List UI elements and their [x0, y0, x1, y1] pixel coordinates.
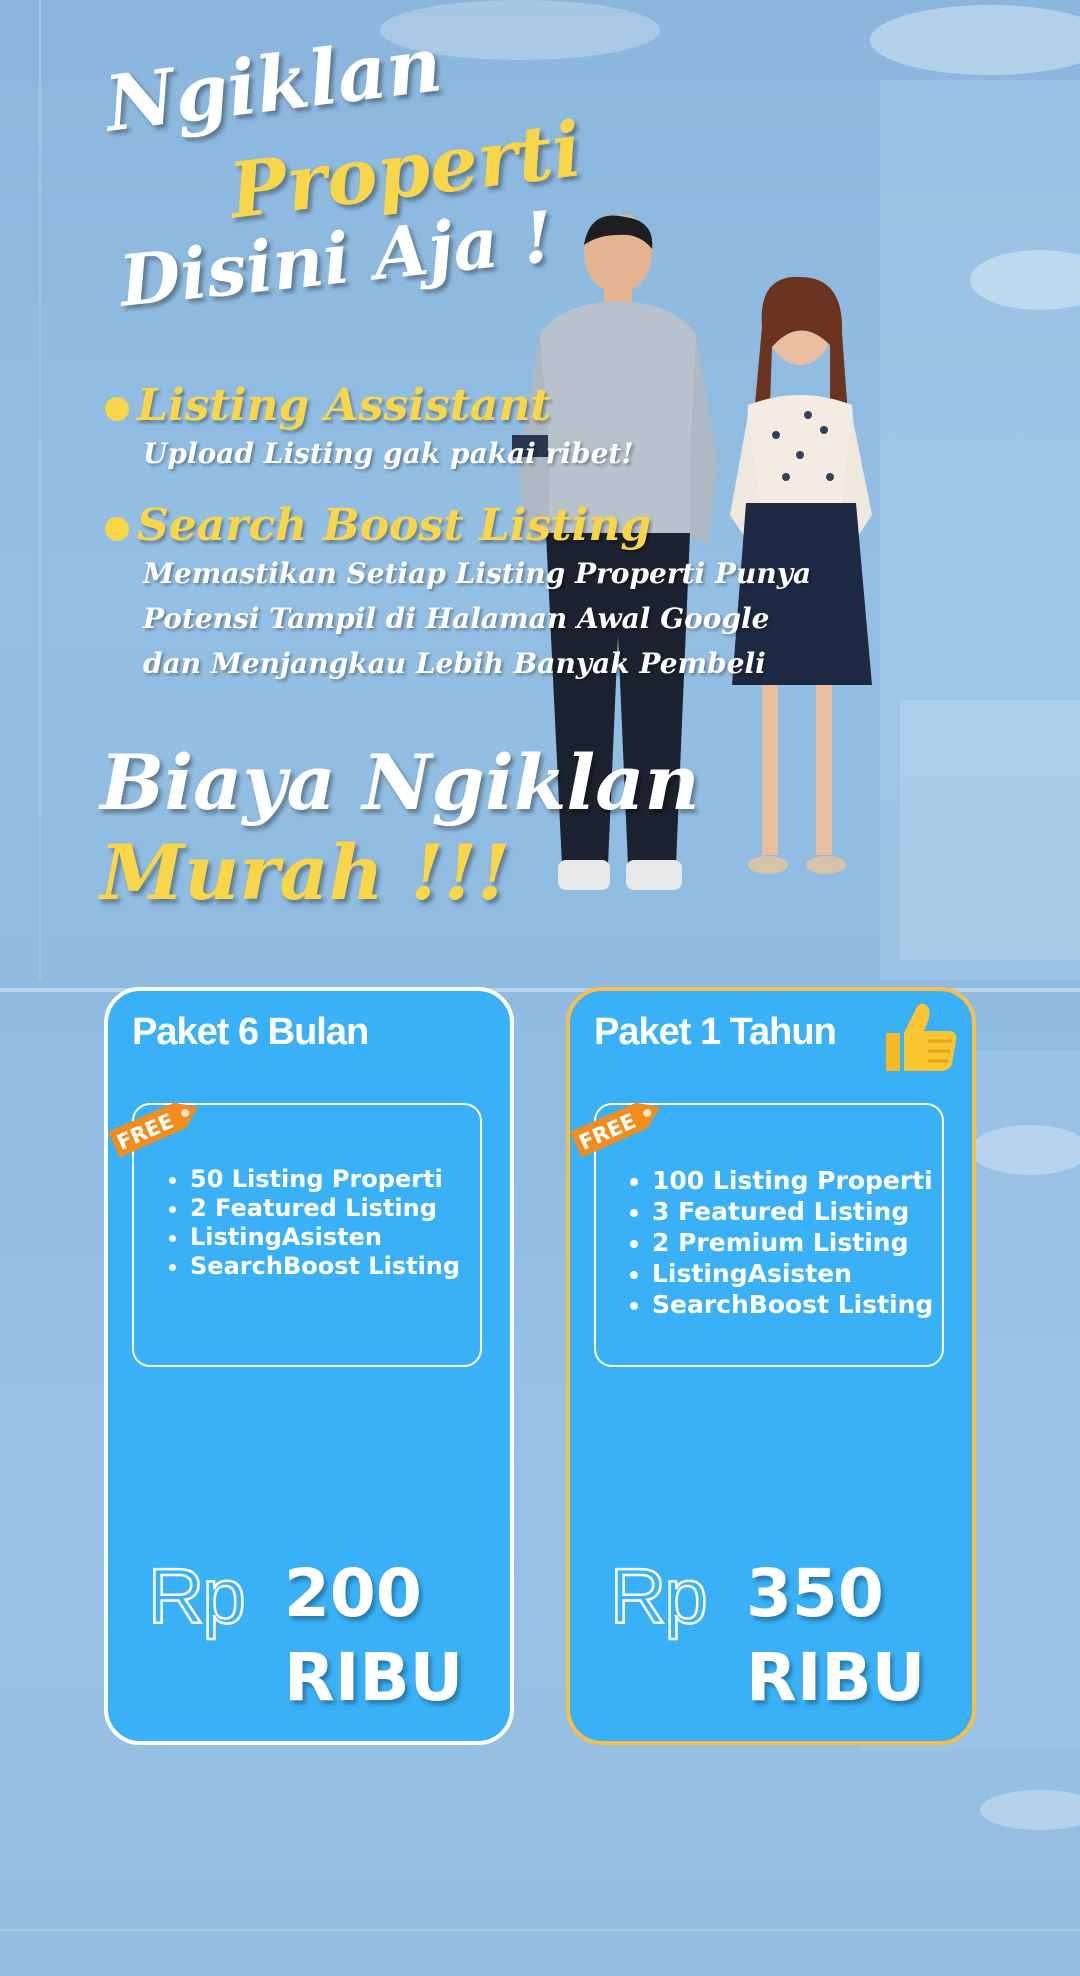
list-item: • ListingAsisten [652, 1258, 942, 1289]
price-prefix: Rp [610, 1552, 706, 1640]
headline-line-1: Ngiklan [100, 19, 447, 149]
feature-search-boost [105, 500, 811, 686]
free-badge-label: FREE [575, 1108, 640, 1155]
package-name: Paket 1 Tahun [594, 1011, 836, 1053]
package-price [610, 1551, 950, 1721]
headline-line-2: Properti [224, 104, 587, 236]
list-item: • SearchBoost Listing [652, 1289, 942, 1320]
package-card-1-year[interactable] [566, 987, 976, 1745]
bullet-dot-icon [105, 397, 129, 421]
feature-description: Upload Listing gak pakai ribet! [143, 437, 634, 470]
price-prefix: Rp [148, 1552, 244, 1640]
list-item: • SearchBoost Listing [190, 1252, 480, 1281]
list-item: • ListingAsisten [190, 1223, 480, 1252]
list-item: • 2 Premium Listing [652, 1227, 942, 1258]
free-tag-icon [104, 1086, 208, 1166]
free-tag-icon [566, 1086, 670, 1166]
feature-title: Listing Assistant [137, 380, 551, 431]
tagline [100, 738, 700, 918]
feature-title: Search Boost Listing [137, 500, 652, 551]
feature-description-line-1: Memastikan Setiap Listing Properti Punya [143, 557, 812, 590]
tagline-line-2: Murah !!! [100, 828, 511, 917]
package-price [148, 1551, 488, 1721]
feature-description-line-3: dan Menjangkau Lebih Banyak Pembeli [143, 647, 766, 680]
price-amount: 350 [746, 1555, 884, 1632]
feature-listing-assistant [105, 380, 634, 476]
thumbs-up-icon [882, 999, 960, 1075]
bullet-dot-icon [105, 517, 129, 541]
price-amount: 200 [284, 1555, 422, 1632]
free-badge-label: FREE [113, 1108, 178, 1155]
list-item: • 3 Featured Listing [652, 1196, 942, 1227]
list-item: • 2 Featured Listing [190, 1194, 480, 1223]
headline-line-3: Disini Aja ! [115, 194, 558, 323]
tagline-line-1: Biaya Ngiklan [100, 738, 700, 827]
feature-description-line-2: Potensi Tampil di Halaman Awal Google [143, 602, 770, 635]
list-item: • 100 Listing Properti [652, 1165, 942, 1196]
package-name: Paket 6 Bulan [132, 1011, 369, 1053]
price-unit: RIBU [284, 1639, 464, 1716]
package-card-6-months[interactable] [104, 987, 514, 1745]
price-unit: RIBU [746, 1639, 926, 1716]
list-item: • 50 Listing Properti [190, 1165, 480, 1194]
